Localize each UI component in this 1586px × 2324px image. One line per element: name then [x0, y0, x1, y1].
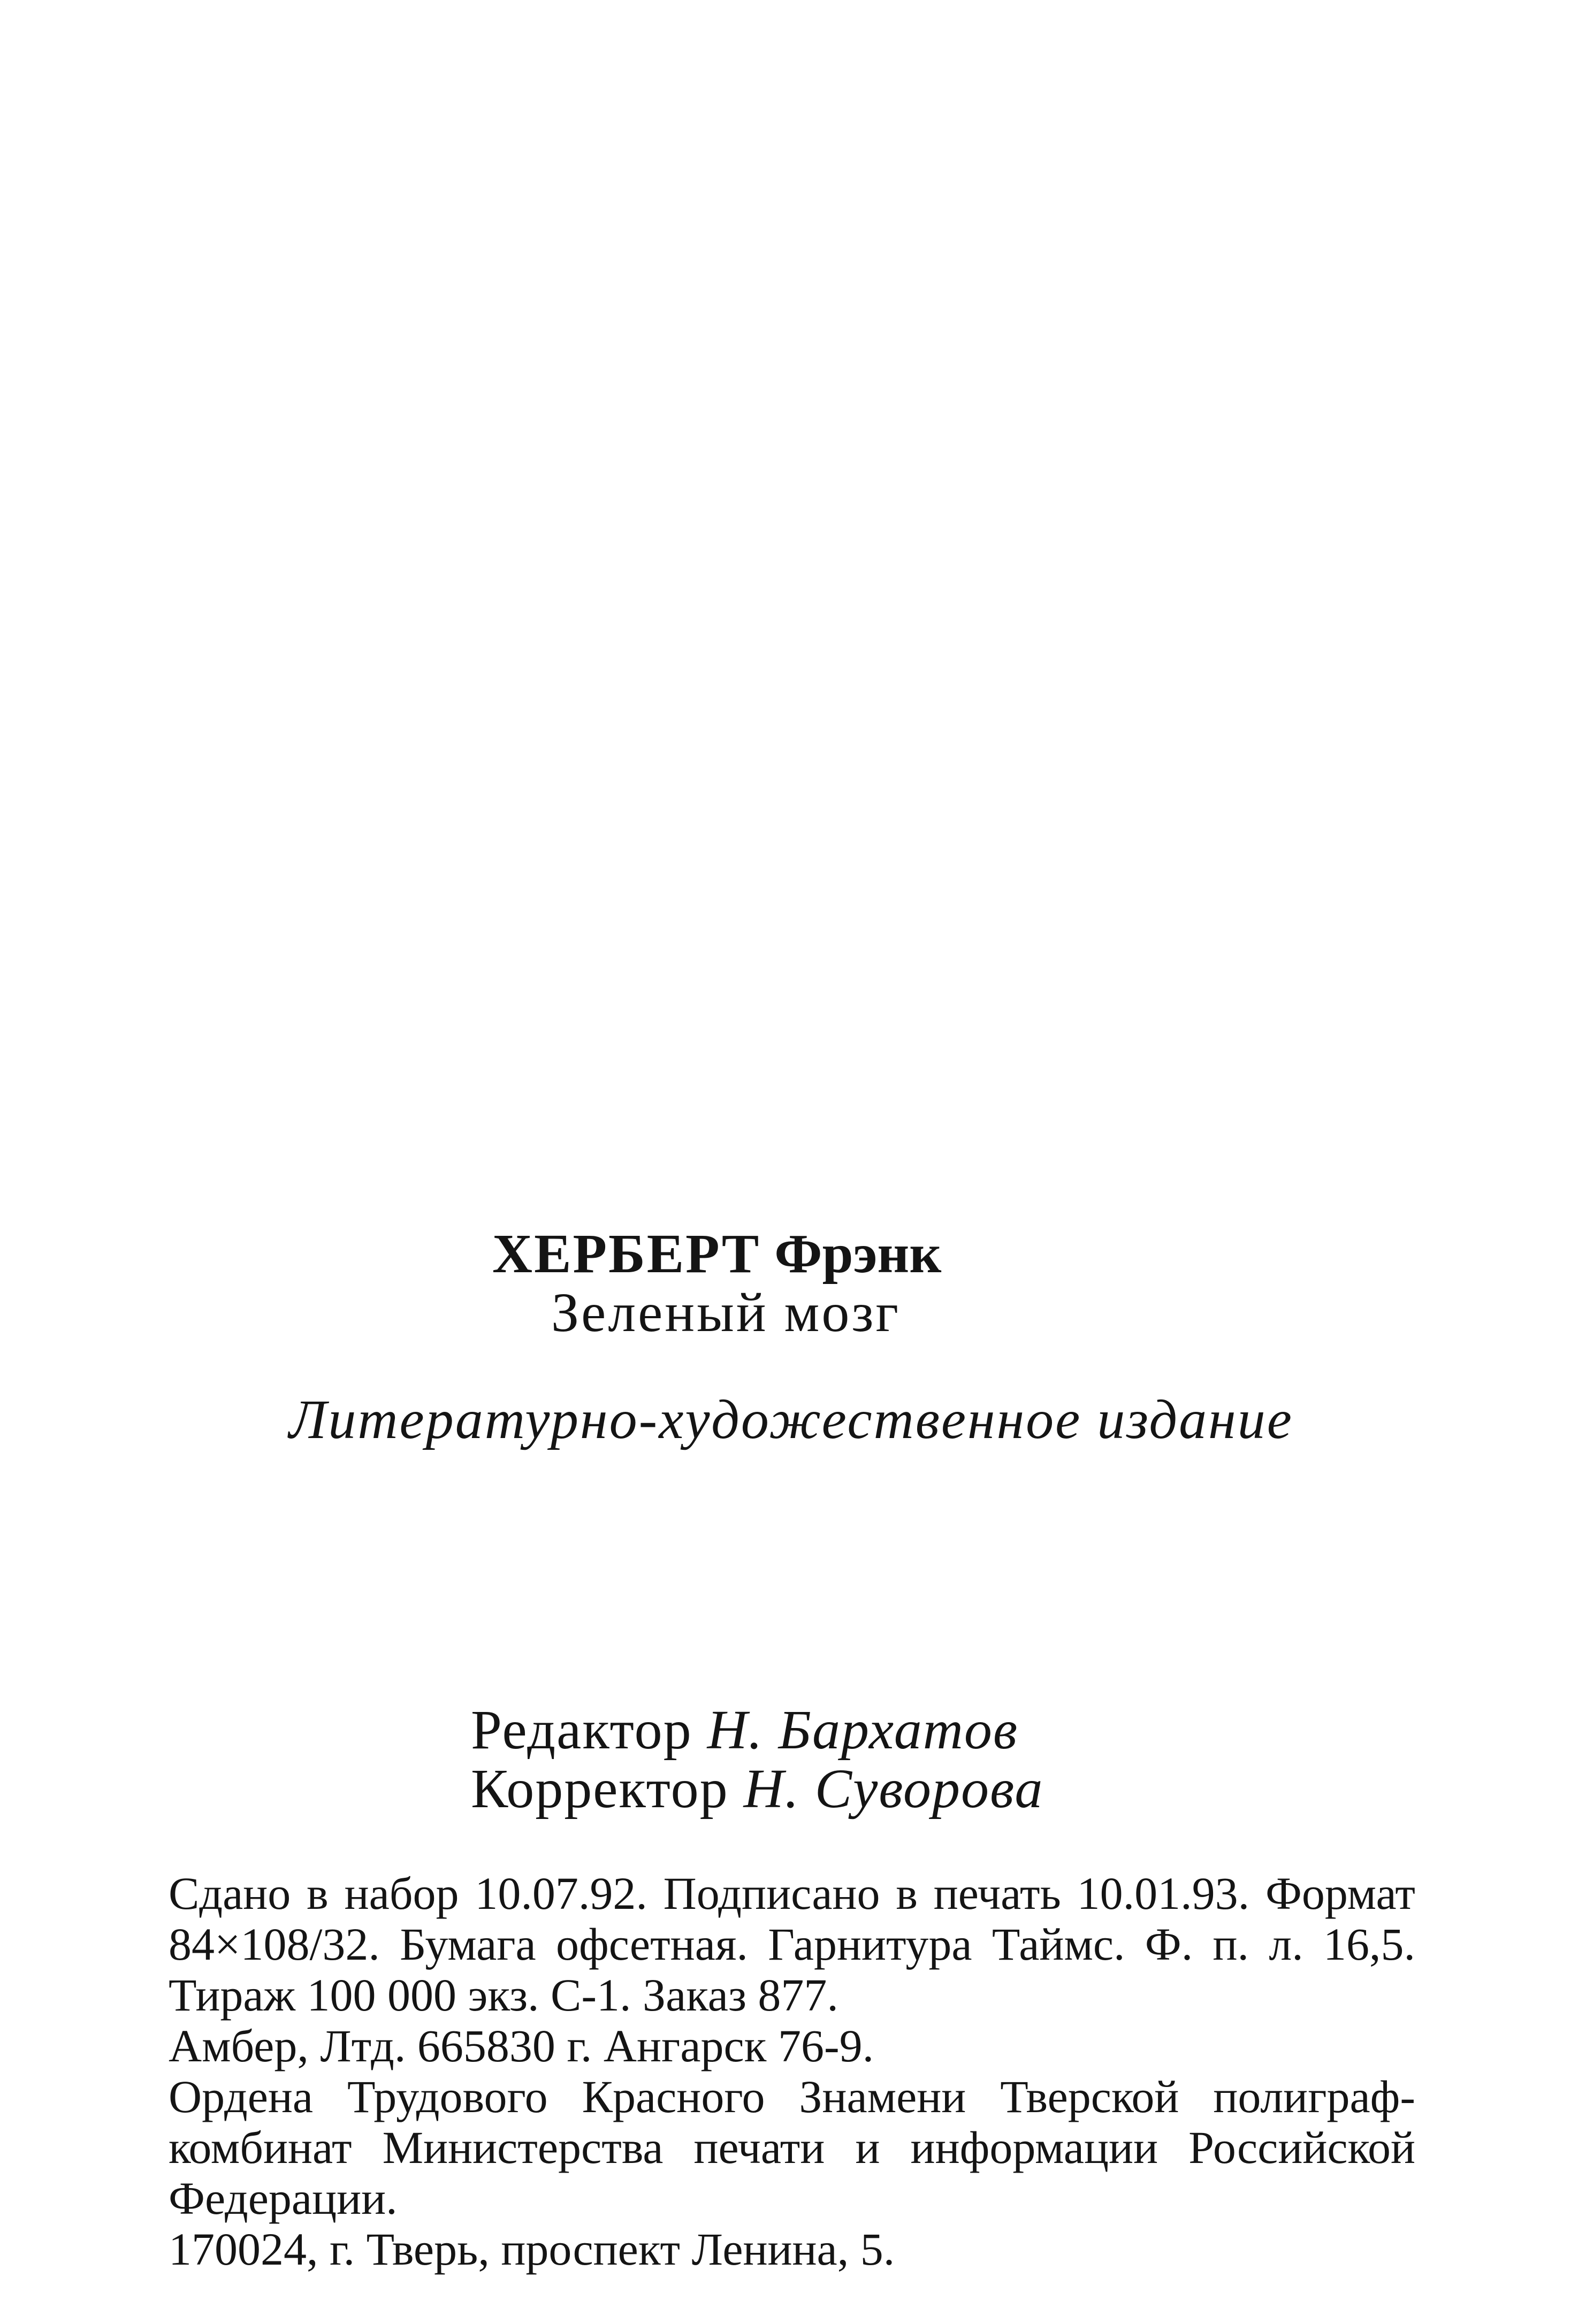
imprint-line-federation: Федерации.: [169, 2173, 398, 2224]
proofreader-credit: [471, 1758, 1044, 1820]
imprint-block: [169, 1868, 1415, 2275]
book-title: Зеленый мозг: [551, 1282, 901, 1343]
author-name: Фрэнк: [774, 1223, 942, 1285]
editor-credit: [471, 1699, 1018, 1761]
imprint-line-publisher: Амбер, Лтд. 665830 г. Ангарск 76-9.: [169, 2020, 874, 2071]
edition-type: Литературно-художественное издание: [289, 1389, 1293, 1450]
imprint-line-address: 170024, г. Тверь, проспект Ленина, 5.: [169, 2223, 895, 2275]
imprint-line-printer-cont: комбинат Министерства печати и информации Российской: [169, 2122, 1415, 2173]
imprint-line-print-run: Тираж 100 000 экз. С-1. Заказ 877.: [169, 1969, 838, 2021]
imprint-line-format: 84×108/32. Бумага офсетная. Гарнитура Таймс. Ф. п. л. 16,5.: [169, 1918, 1415, 1970]
imprint-line-printer: Ордена Трудового Красного Знамени Тверской полиграф-: [169, 2071, 1415, 2122]
editor-name: Н. Бархатов: [707, 1699, 1018, 1761]
proofreader-name: Н. Суворова: [743, 1758, 1044, 1820]
author-surname: ХЕРБЕРТ: [492, 1223, 761, 1285]
author-line: [492, 1223, 942, 1285]
proofreader-role: Корректор: [471, 1758, 729, 1820]
imprint-line-typesetting: Сдано в набор 10.07.92. Подписано в печать 10.01.93. Формат: [169, 1868, 1415, 1919]
editor-role: Редактор: [471, 1699, 692, 1761]
